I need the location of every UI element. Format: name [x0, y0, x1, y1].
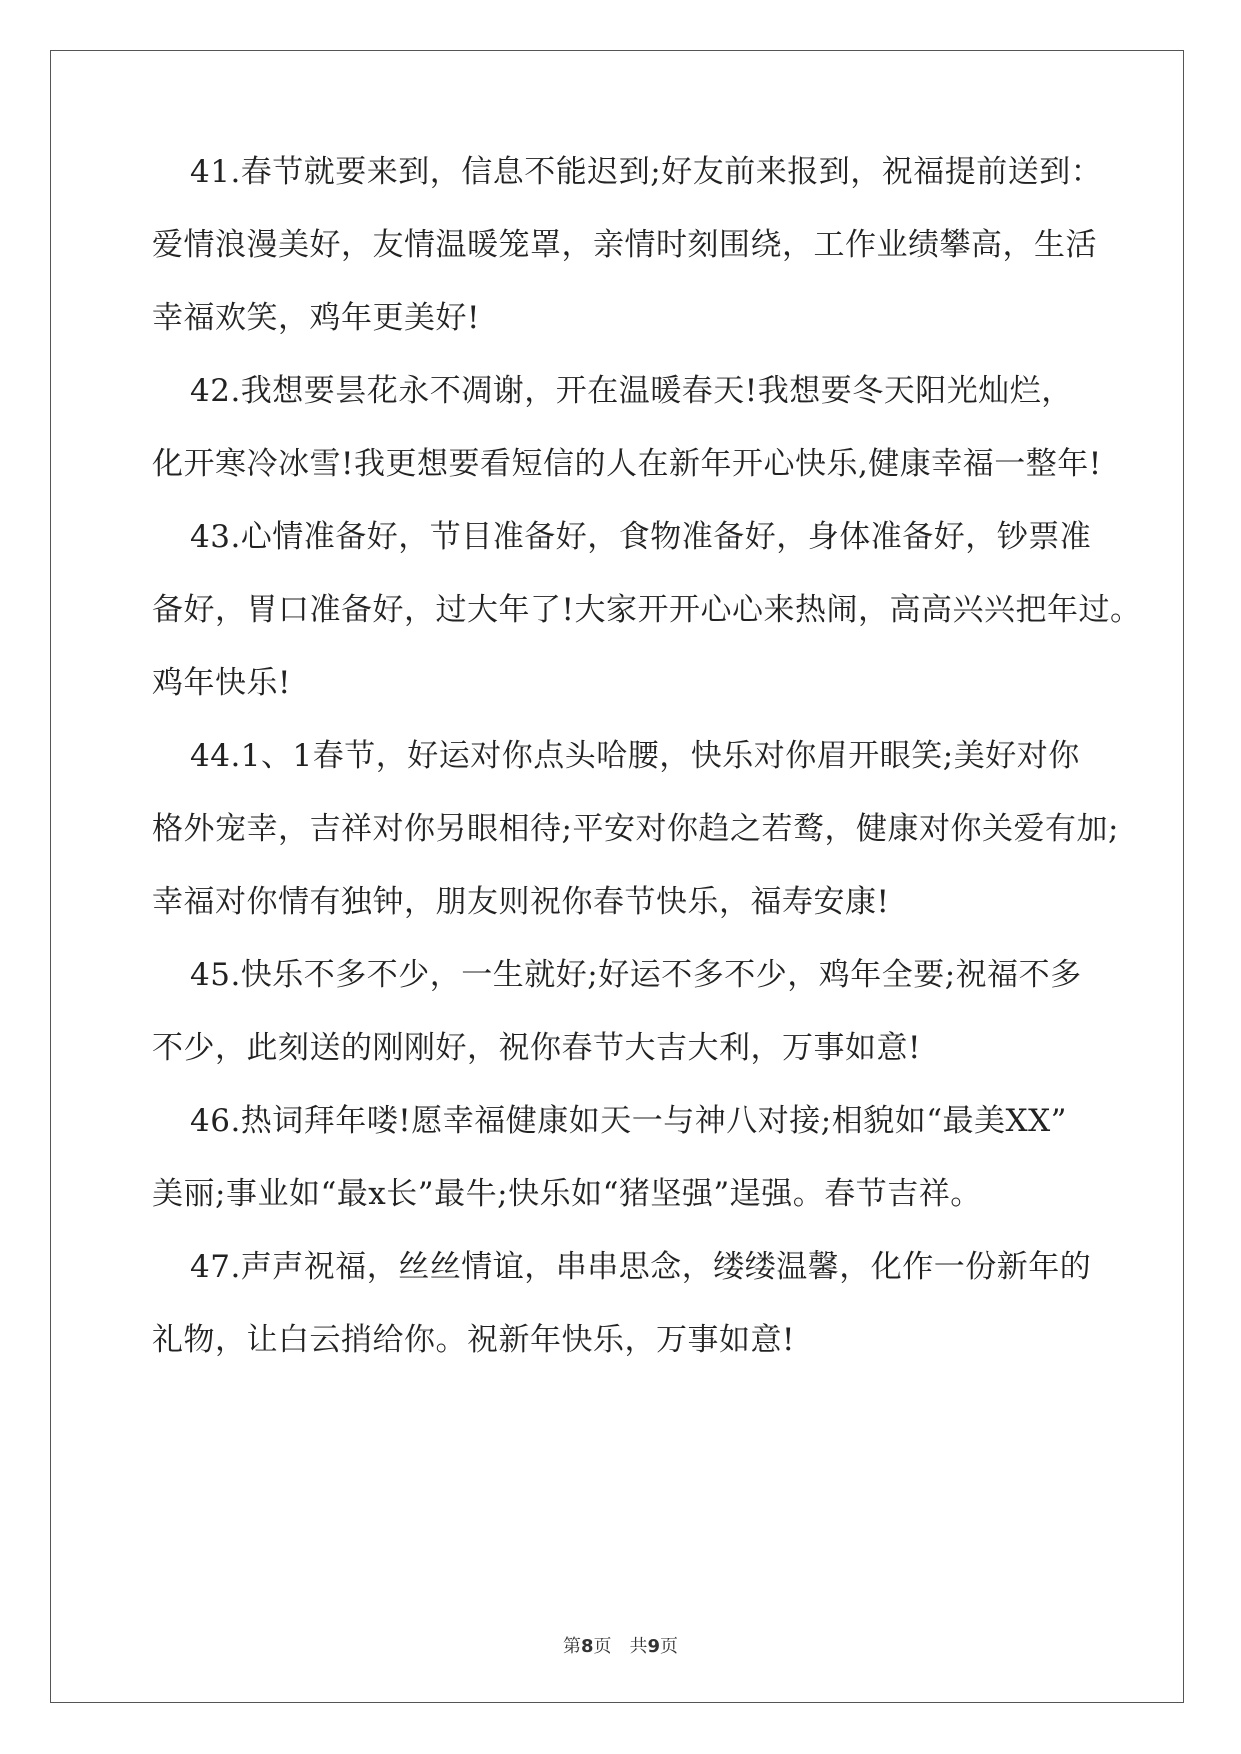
paragraph-47-line-1: 47.声声祝福，丝丝情谊，串串思念，缕缕温馨，化作一份新年的 — [190, 1249, 1092, 1285]
paragraph-42-line-1: 42.我想要昙花永不凋谢，开在温暖春天!我想要冬天阳光灿烂， — [190, 373, 1073, 409]
page-footer — [0, 1635, 1241, 1659]
page-number: 第8页 — [562, 1636, 612, 1657]
paragraph-41-line-2: 爱情浪漫美好，友情温暖笼罩，亲情时刻围绕，工作业绩攀高，生活 — [152, 227, 1097, 263]
paragraph-46-line-1: 46.热词拜年喽!愿幸福健康如天一与神八对接;相貌如“最美XX” — [190, 1103, 1068, 1139]
paragraph-41-line-3: 幸福欢笑，鸡年更美好! — [152, 300, 480, 336]
paragraph-44-line-3: 幸福对你情有独钟，朋友则祝你春节快乐，福寿安康! — [152, 884, 890, 920]
paragraph-44-line-1: 44.1、1春节，好运对你点头哈腰，快乐对你眉开眼笑;美好对你 — [190, 738, 1080, 774]
paragraph-44-line-2: 格外宠幸，吉祥对你另眼相待;平安对你趋之若鹜，健康对你关爱有加; — [152, 811, 1119, 847]
paragraph-45-line-2: 不少，此刻送的刚刚好，祝你春节大吉大利，万事如意! — [152, 1030, 921, 1066]
paragraph-47-line-2: 礼物，让白云捎给你。祝新年快乐，万事如意! — [152, 1322, 795, 1358]
page-total: 共9页 — [629, 1636, 679, 1657]
paragraph-45-line-1: 45.快乐不多不少，一生就好;好运不多不少，鸡年全要;祝福不多 — [190, 957, 1082, 993]
paragraph-43-line-1: 43.心情准备好，节目准备好，食物准备好，身体准备好，钞票准 — [190, 519, 1092, 555]
paragraph-41-line-1: 41.春节就要来到，信息不能迟到;好友前来报到，祝福提前送到： — [190, 154, 1103, 190]
paragraph-42-line-2: 化开寒冷冰雪!我更想要看短信的人在新年开心快乐,健康幸福一整年! — [152, 446, 1102, 482]
paragraph-43-line-3: 鸡年快乐! — [152, 665, 291, 701]
paragraph-43-line-2: 备好，胃口准备好，过大年了!大家开开心心来热闹，高高兴兴把年过。 — [152, 592, 1142, 628]
paragraph-46-line-2: 美丽;事业如“最x长”最牛;快乐如“猪坚强”逞强。春节吉祥。 — [152, 1176, 982, 1212]
